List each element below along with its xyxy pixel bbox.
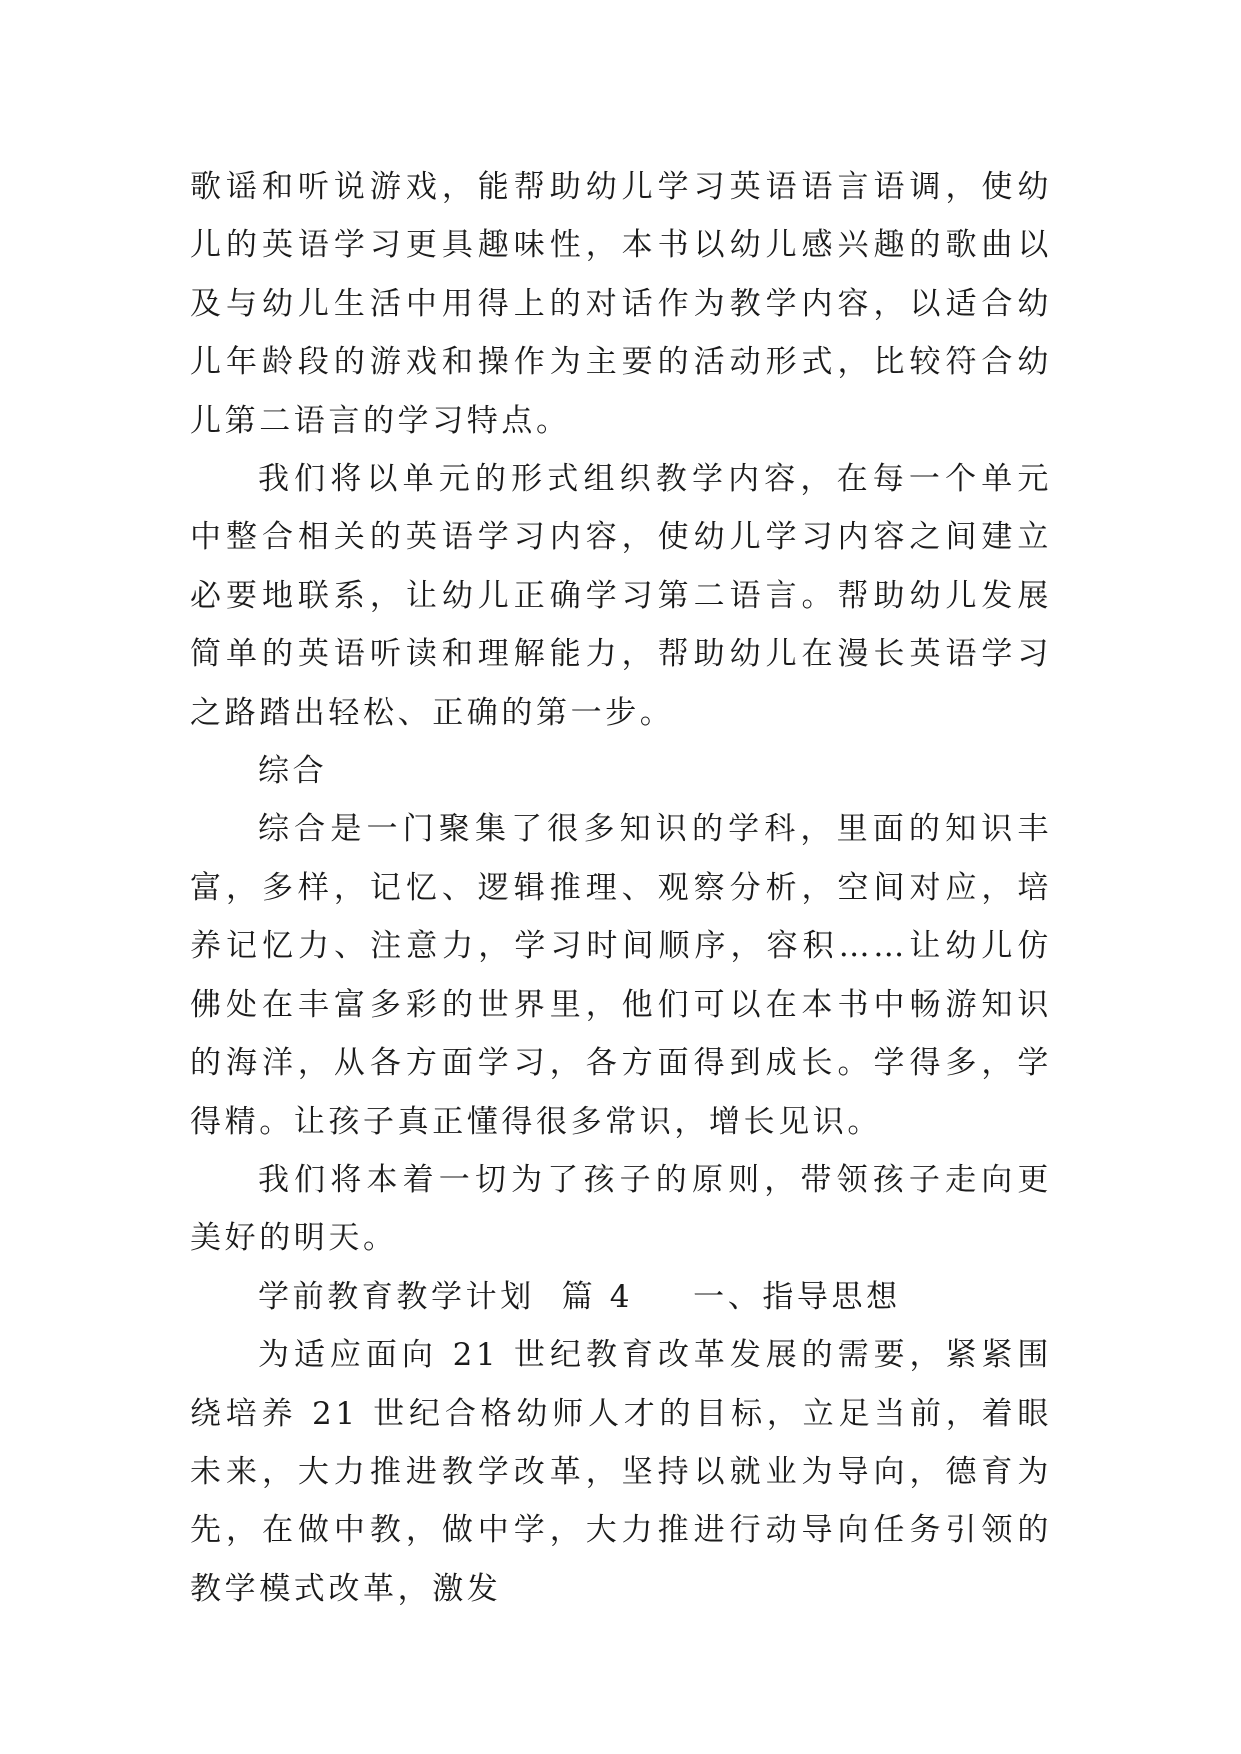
section-subheading: 一、指导思想 bbox=[693, 1278, 901, 1315]
paragraph-closing-principle: 我们将本着一切为了孩子的原则，带领孩子走向更美好的明天。 bbox=[190, 1161, 1052, 1257]
section-title: 学前教育教学计划 bbox=[258, 1278, 535, 1315]
section-heading-line bbox=[190, 1268, 1052, 1326]
paragraph-english-songs-games: 歌谣和听说游戏，能帮助幼儿学习英语语言语调，使幼儿的英语学习更具趣味性，本书以幼儿感兴趣的歌曲以及与幼儿生活中用得上的对话作为教学内容，以适合幼儿年龄段的游戏和操作为主要的活动形式，比较符合幼儿第二语言的学习特点。 bbox=[190, 169, 1052, 439]
paragraph-unit-organization: 我们将以单元的形式组织教学内容，在每一个单元中整合相关的英语学习内容，使幼儿学习内容之间建立必要地联系，让幼儿正确学习第二语言。帮助幼儿发展简单的英语听读和理解能力，帮助幼儿在漫长英语学习之路踏出轻松、正确的第一步。 bbox=[190, 461, 1052, 731]
section-part-number: 篇 4 bbox=[561, 1278, 634, 1315]
paragraph-comprehensive-description: 综合是一门聚集了很多知识的学科，里面的知识丰富，多样，记忆、逻辑推理、观察分析，空间对应，培养记忆力、注意力，学习时间顺序，容积……让幼儿仿佛处在丰富多彩的世界里，他们可以在本书中畅游知识的海洋，从各方面学习，各方面得到成长。学得多，学得精。让孩子真正懂得很多常识，增长见识。 bbox=[190, 811, 1052, 1140]
paragraph-guiding-ideology: 为适应面向 21 世纪教育改革发展的需要，紧紧围绕培养 21 世纪合格幼师人才的目标，立足当前，着眼未来，大力推进教学改革，坚持以就业为导向，德育为先，在做中教，做中学，大力推进行动导向任务引领的教学模式改革，激发 bbox=[190, 1337, 1052, 1607]
document-body bbox=[190, 158, 1052, 1618]
subject-heading-comprehensive: 综合 bbox=[258, 753, 328, 790]
